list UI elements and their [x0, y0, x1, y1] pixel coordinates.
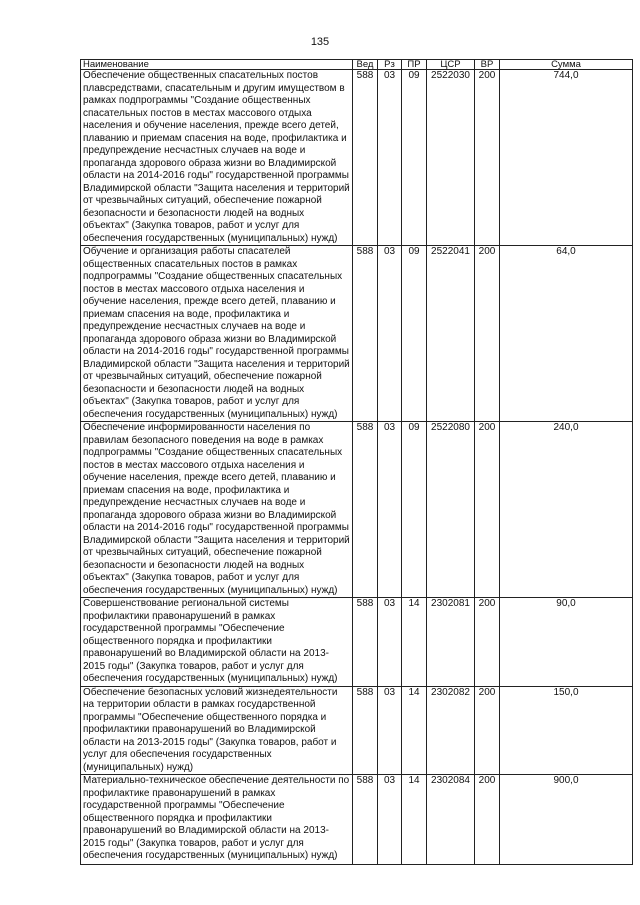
header-ved: Вед: [353, 60, 378, 70]
table-row: [81, 598, 633, 687]
row-sum: 900,0: [500, 775, 633, 865]
row-vr: 200: [475, 775, 500, 865]
table-header-row: [81, 60, 633, 70]
row-ved: 588: [353, 70, 378, 246]
table-row: [81, 246, 633, 422]
row-rz: 03: [378, 70, 402, 246]
row-name: Обучение и организация работы спасателей общественных спасательных постов в рамках подпрограммы "Создание общественных спасательных постов в местах массового отдыха населения и обучение населения, прежде всего детей, плаванию и приемам спасения на воде, профилактика и предупреждение несчастных случаев на воде и пропаганда здорового образа жизни во Владимирской области на 2014-2016 годы" государственной программы Владимирской области "Защита населения и территорий от чрезвычайных ситуаций, обеспечение пожарной безопасности и безопасности людей на водных объектах" (Закупка товаров, работ и услуг для обеспечения государственных (муниципальных) нужд): [81, 246, 353, 422]
row-rz: 03: [378, 422, 402, 598]
row-sum: 64,0: [500, 246, 633, 422]
row-rz: 03: [378, 686, 402, 775]
row-sum: 90,0: [500, 598, 633, 687]
row-csr: 2302082: [427, 686, 475, 775]
row-name: Совершенствование региональной системы профилактики правонарушений в рамках государственной программы "Обеспечение общественного порядка и профилактики правонарушений во Владимирской области на 2013-2015 годы" (Закупка товаров, работ и услуг для обеспечения государственных (муниципальных) нужд): [81, 598, 353, 687]
header-sum: Сумма: [500, 60, 633, 70]
row-pr: 14: [402, 598, 427, 687]
row-vr: 200: [475, 246, 500, 422]
row-vr: 200: [475, 598, 500, 687]
row-pr: 09: [402, 246, 427, 422]
table-row: [81, 686, 633, 775]
row-rz: 03: [378, 775, 402, 865]
header-name: Наименование: [81, 60, 353, 70]
row-pr: 14: [402, 686, 427, 775]
row-ved: 588: [353, 246, 378, 422]
row-ved: 588: [353, 598, 378, 687]
row-sum: 744,0: [500, 70, 633, 246]
row-name: Материально-техническое обеспечение деятельности по профилактике правонарушений в рамках государственной программы "Обеспечение общественного порядка и профилактики правонарушений во Владимирской области на 2013-2015 годы" (Закупка товаров, работ и услуг для обеспечения государственных (муниципальных) нужд): [81, 775, 353, 865]
row-rz: 03: [378, 246, 402, 422]
header-vr: ВР: [475, 60, 500, 70]
row-name: Обеспечение безопасных условий жизнедеятельности на территории области в рамках государственной программы "Обеспечение общественного порядка и профилактики правонарушений во Владимирской области на 2013-2015 годы" (Закупка товаров, работ и услуг для обеспечения государственных (муниципальных) нужд): [81, 686, 353, 775]
header-pr: ПР: [402, 60, 427, 70]
row-vr: 200: [475, 70, 500, 246]
page-number: 135: [310, 36, 330, 48]
budget-table: [80, 59, 633, 865]
table-row: [81, 70, 633, 246]
row-sum: 150,0: [500, 686, 633, 775]
row-pr: 14: [402, 775, 427, 865]
row-csr: 2522080: [427, 422, 475, 598]
row-name: Обеспечение общественных спасательных постов плавсредствами, спасательным и другим имуществом в рамках подпрограммы "Создание общественных спасательных постов в местах массового отдыха населения и обучение населения, прежде всего детей, плаванию и приемам спасения на воде, профилактика и предупреждение несчастных случаев на воде и пропаганда здорового образа жизни во Владимирской области на 2014-2016 годы" государственной программы Владимирской области "Защита населения и территорий от чрезвычайных ситуаций, обеспечение пожарной безопасности и безопасности людей на водных объектах" (Закупка товаров, работ и услуг для обеспечения государственных (муниципальных) нужд): [81, 70, 353, 246]
table-row: [81, 775, 633, 865]
row-csr: 2302081: [427, 598, 475, 687]
header-rz: Рз: [378, 60, 402, 70]
row-name: Обеспечение информированности населения по правилам безопасного поведения на воде в рамках подпрограммы "Создание общественных спасательных постов в местах массового отдыха населения и обучение населения, прежде всего детей, плаванию и приемам спасения на воде, профилактика и предупреждение несчастных случаев на воде и пропаганда здорового образа жизни во Владимирской области на 2014-2016 годы" государственной программы Владимирской области "Защита населения и территорий от чрезвычайных ситуаций, обеспечение пожарной безопасности и безопасности людей на водных объектах" (Закупка товаров, работ и услуг для обеспечения государственных (муниципальных) нужд): [81, 422, 353, 598]
row-sum: 240,0: [500, 422, 633, 598]
row-ved: 588: [353, 686, 378, 775]
row-csr: 2522041: [427, 246, 475, 422]
row-vr: 200: [475, 422, 500, 598]
row-pr: 09: [402, 422, 427, 598]
row-csr: 2522030: [427, 70, 475, 246]
table-row: [81, 422, 633, 598]
row-csr: 2302084: [427, 775, 475, 865]
row-vr: 200: [475, 686, 500, 775]
row-rz: 03: [378, 598, 402, 687]
row-ved: 588: [353, 775, 378, 865]
row-ved: 588: [353, 422, 378, 598]
row-pr: 09: [402, 70, 427, 246]
header-csr: ЦСР: [427, 60, 475, 70]
